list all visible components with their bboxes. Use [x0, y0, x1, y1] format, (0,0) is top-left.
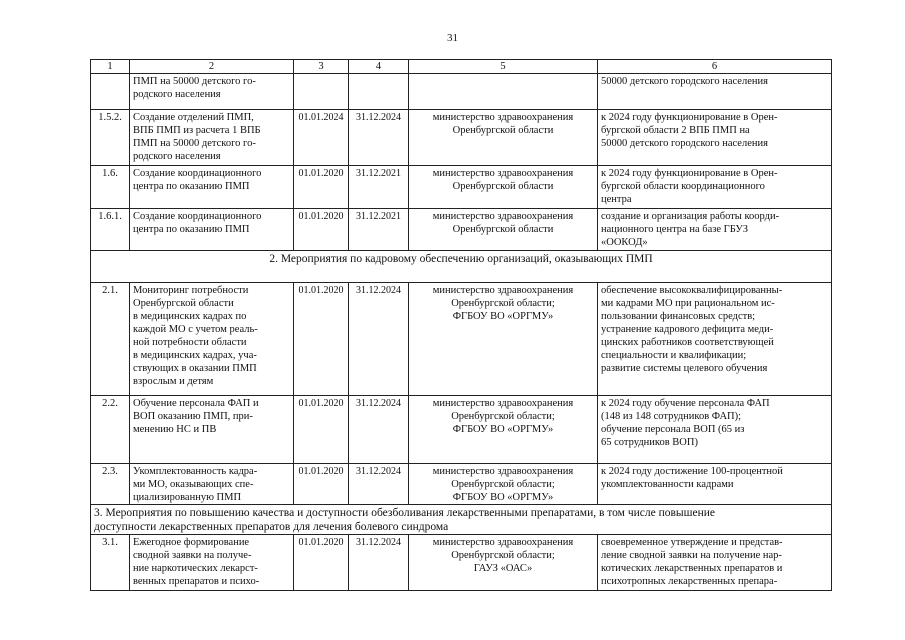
start-date: 01.01.2020 [294, 209, 349, 251]
task-description-line: ВОП оказанию ПМП, при- [133, 411, 253, 422]
table-row [91, 283, 832, 396]
start-date: 01.01.2024 [294, 110, 349, 166]
table-row [91, 396, 832, 464]
table-row [91, 74, 832, 110]
responsible-executor-line: министерство здравоохранения [432, 398, 574, 409]
task-description-line: ВПБ ПМП из расчета 1 ВПБ [133, 125, 261, 136]
item-number: 2.1. [91, 283, 130, 396]
item-number: 2.3. [91, 464, 130, 505]
task-description [130, 110, 294, 166]
task-description-line: ствующих в оказании ПМП [133, 363, 257, 374]
responsible-executor-line: ФГБОУ ВО «ОРГМУ» [452, 424, 554, 435]
expected-result-line: (148 из 148 сотрудников ФАП); [601, 411, 742, 422]
responsible-executor [409, 166, 598, 209]
action-plan-table [90, 59, 832, 591]
section-heading [91, 251, 832, 283]
task-description-line: венных препаратов и психо- [133, 576, 260, 587]
task-description [130, 535, 294, 591]
responsible-executor-line: ФГБОУ ВО «ОРГМУ» [452, 492, 554, 503]
expected-result-line: своевременное утверждение и представ- [601, 537, 783, 548]
expected-result-line: обеспечение высококвалифицированны- [601, 285, 783, 296]
task-description-line: ПМП на 50000 детского го- [133, 138, 256, 149]
task-description-line: родского населения [133, 89, 221, 100]
expected-result-line: 65 сотрудников ВОП) [601, 437, 698, 448]
start-date: 01.01.2020 [294, 283, 349, 396]
column-header: 6 [598, 60, 832, 74]
responsible-executor [409, 535, 598, 591]
responsible-executor-line: Оренбургской области; [451, 411, 555, 422]
task-description [130, 209, 294, 251]
table-header-row [91, 60, 832, 74]
task-description-line: Создание координационного [133, 168, 262, 179]
table-row [91, 251, 832, 283]
task-description-line: центра по оказанию ПМП [133, 224, 250, 235]
task-description-line: Обучение персонала ФАП и [133, 398, 259, 409]
column-header: 3 [294, 60, 349, 74]
task-description-line: Ежегодное формирование [133, 537, 250, 548]
task-description [130, 396, 294, 464]
end-date: 31.12.2024 [349, 110, 409, 166]
expected-result-line: ление сводной заявки на получение нар- [601, 550, 782, 561]
end-date: 31.12.2024 [349, 283, 409, 396]
responsible-executor-line: Оренбургской области; [451, 298, 555, 309]
expected-result-line: национного центра на базе ГБУЗ [601, 224, 748, 235]
task-description-line: Оренбургской области [133, 298, 234, 309]
responsible-executor-line: министерство здравоохранения [432, 168, 574, 179]
expected-result-line: психотропных лекарственных препара- [601, 576, 778, 587]
expected-result-line: к 2024 году функционирование в Орен- [601, 168, 778, 179]
column-header: 1 [91, 60, 130, 74]
responsible-executor-line: ФГБОУ ВО «ОРГМУ» [452, 311, 554, 322]
task-description [130, 74, 294, 110]
section-heading [91, 505, 832, 535]
responsible-executor-line: министерство здравоохранения [432, 466, 574, 477]
item-number: 1.5.2. [91, 110, 130, 166]
task-description-line: в медицинских кадрах по [133, 311, 247, 322]
task-description-line: Создание отделений ПМП, [133, 112, 254, 123]
task-description [130, 283, 294, 396]
responsible-executor-line: Оренбургской области; [451, 550, 555, 561]
task-description-line: в медицинских кадрах, уча- [133, 350, 257, 361]
table-row [91, 505, 832, 535]
end-date: 31.12.2024 [349, 464, 409, 505]
responsible-executor-line: министерство здравоохранения [432, 211, 574, 222]
expected-result-line: цинских работников соответствующей [601, 337, 774, 348]
expected-result-line: к 2024 году достижение 100-процентной [601, 466, 783, 477]
responsible-executor-line: Оренбургской области [452, 224, 554, 235]
start-date: 01.01.2020 [294, 166, 349, 209]
item-number [91, 74, 130, 110]
end-date: 31.12.2021 [349, 166, 409, 209]
task-description-line: сводной заявки на получе- [133, 550, 252, 561]
task-description-line: родского населения [133, 151, 221, 162]
expected-result-line: пользовании финансовых средств; [601, 311, 756, 322]
expected-result-line: специальности и квалификации; [601, 350, 747, 361]
expected-result [598, 166, 832, 209]
responsible-executor [409, 396, 598, 464]
item-number: 2.2. [91, 396, 130, 464]
task-description-line: ПМП на 50000 детского го- [133, 76, 256, 87]
task-description-line: менению НС и ПВ [133, 424, 217, 435]
expected-result-line: развитие системы целевого обучения [601, 363, 768, 374]
table-body [91, 74, 832, 591]
expected-result-line: укомплектованности кадрами [601, 479, 734, 490]
expected-result-line: 50000 детского городского населения [601, 138, 768, 149]
expected-result [598, 535, 832, 591]
expected-result-line: к 2024 году функционирование в Орен- [601, 112, 778, 123]
responsible-executor [409, 209, 598, 251]
expected-result-line: устранение кадрового дефицита меди- [601, 324, 774, 335]
task-description-line: Создание координационного [133, 211, 262, 222]
task-description-line: Мониторинг потребности [133, 285, 249, 296]
end-date: 31.12.2021 [349, 209, 409, 251]
table-row [91, 535, 832, 591]
start-date: 01.01.2020 [294, 535, 349, 591]
start-date: 01.01.2020 [294, 396, 349, 464]
responsible-executor-line: министерство здравоохранения [432, 537, 574, 548]
expected-result-line: обучение персонала ВОП (65 из [601, 424, 745, 435]
expected-result [598, 209, 832, 251]
expected-result-line: 50000 детского городского населения [601, 76, 768, 87]
expected-result [598, 110, 832, 166]
expected-result-line: бургской области координационного [601, 181, 765, 192]
table-row [91, 110, 832, 166]
responsible-executor-line: Оренбургской области [452, 125, 554, 136]
expected-result [598, 74, 832, 110]
end-date: 31.12.2024 [349, 396, 409, 464]
responsible-executor-line: Оренбургской области; [451, 479, 555, 490]
responsible-executor [409, 283, 598, 396]
expected-result-line: центра [601, 194, 632, 205]
task-description-line: ной потребности области [133, 337, 247, 348]
responsible-executor-line: ГАУЗ «ОАС» [473, 563, 533, 574]
item-number: 3.1. [91, 535, 130, 591]
section-heading-line: 3. Мероприятия по повышению качества и доступности обезболивания лекарственными препаратами, в том числе повышение [94, 507, 716, 519]
task-description-line: Укомплектованность кадра- [133, 466, 258, 477]
start-date: 01.01.2020 [294, 464, 349, 505]
task-description-line: циализированную ПМП [133, 492, 242, 503]
column-header: 2 [130, 60, 294, 74]
expected-result-line: котических лекарственных препаратов и [601, 563, 783, 574]
task-description-line: каждой МО с учетом реаль- [133, 324, 258, 335]
task-description-line: ние наркотических лекарст- [133, 563, 258, 574]
item-number: 1.6. [91, 166, 130, 209]
table-row [91, 209, 832, 251]
task-description [130, 166, 294, 209]
responsible-executor-line: министерство здравоохранения [432, 112, 574, 123]
responsible-executor-line: Оренбургской области [452, 181, 554, 192]
expected-result [598, 283, 832, 396]
responsible-executor-line: министерство здравоохранения [432, 285, 574, 296]
column-header: 4 [349, 60, 409, 74]
expected-result-line: к 2024 году обучение персонала ФАП [601, 398, 770, 409]
page-number: 31 [447, 32, 458, 44]
task-description-line: взрослым и детям [133, 376, 214, 387]
task-description [130, 464, 294, 505]
task-description-line: ми МО, оказывающих спе- [133, 479, 254, 490]
task-description-line: центра по оказанию ПМП [133, 181, 250, 192]
column-header: 5 [409, 60, 598, 74]
expected-result-line: бургской области 2 ВПБ ПМП на [601, 125, 750, 136]
responsible-executor [409, 74, 598, 110]
responsible-executor [409, 110, 598, 166]
table-row [91, 464, 832, 505]
end-date: 31.12.2024 [349, 535, 409, 591]
expected-result-line: создание и организация работы коорди- [601, 211, 780, 222]
expected-result-line: ми кадрами МО при рациональном ис- [601, 298, 775, 309]
section-heading-line: 2. Мероприятия по кадровому обеспечению организаций, оказывающих ПМП [269, 253, 653, 265]
expected-result [598, 396, 832, 464]
responsible-executor [409, 464, 598, 505]
expected-result-line: «ООКОД» [601, 237, 648, 248]
start-date [294, 74, 349, 110]
expected-result [598, 464, 832, 505]
end-date [349, 74, 409, 110]
table-row [91, 166, 832, 209]
section-heading-line: доступности лекарственных препаратов для лечения болевого синдрома [94, 521, 449, 533]
item-number: 1.6.1. [91, 209, 130, 251]
